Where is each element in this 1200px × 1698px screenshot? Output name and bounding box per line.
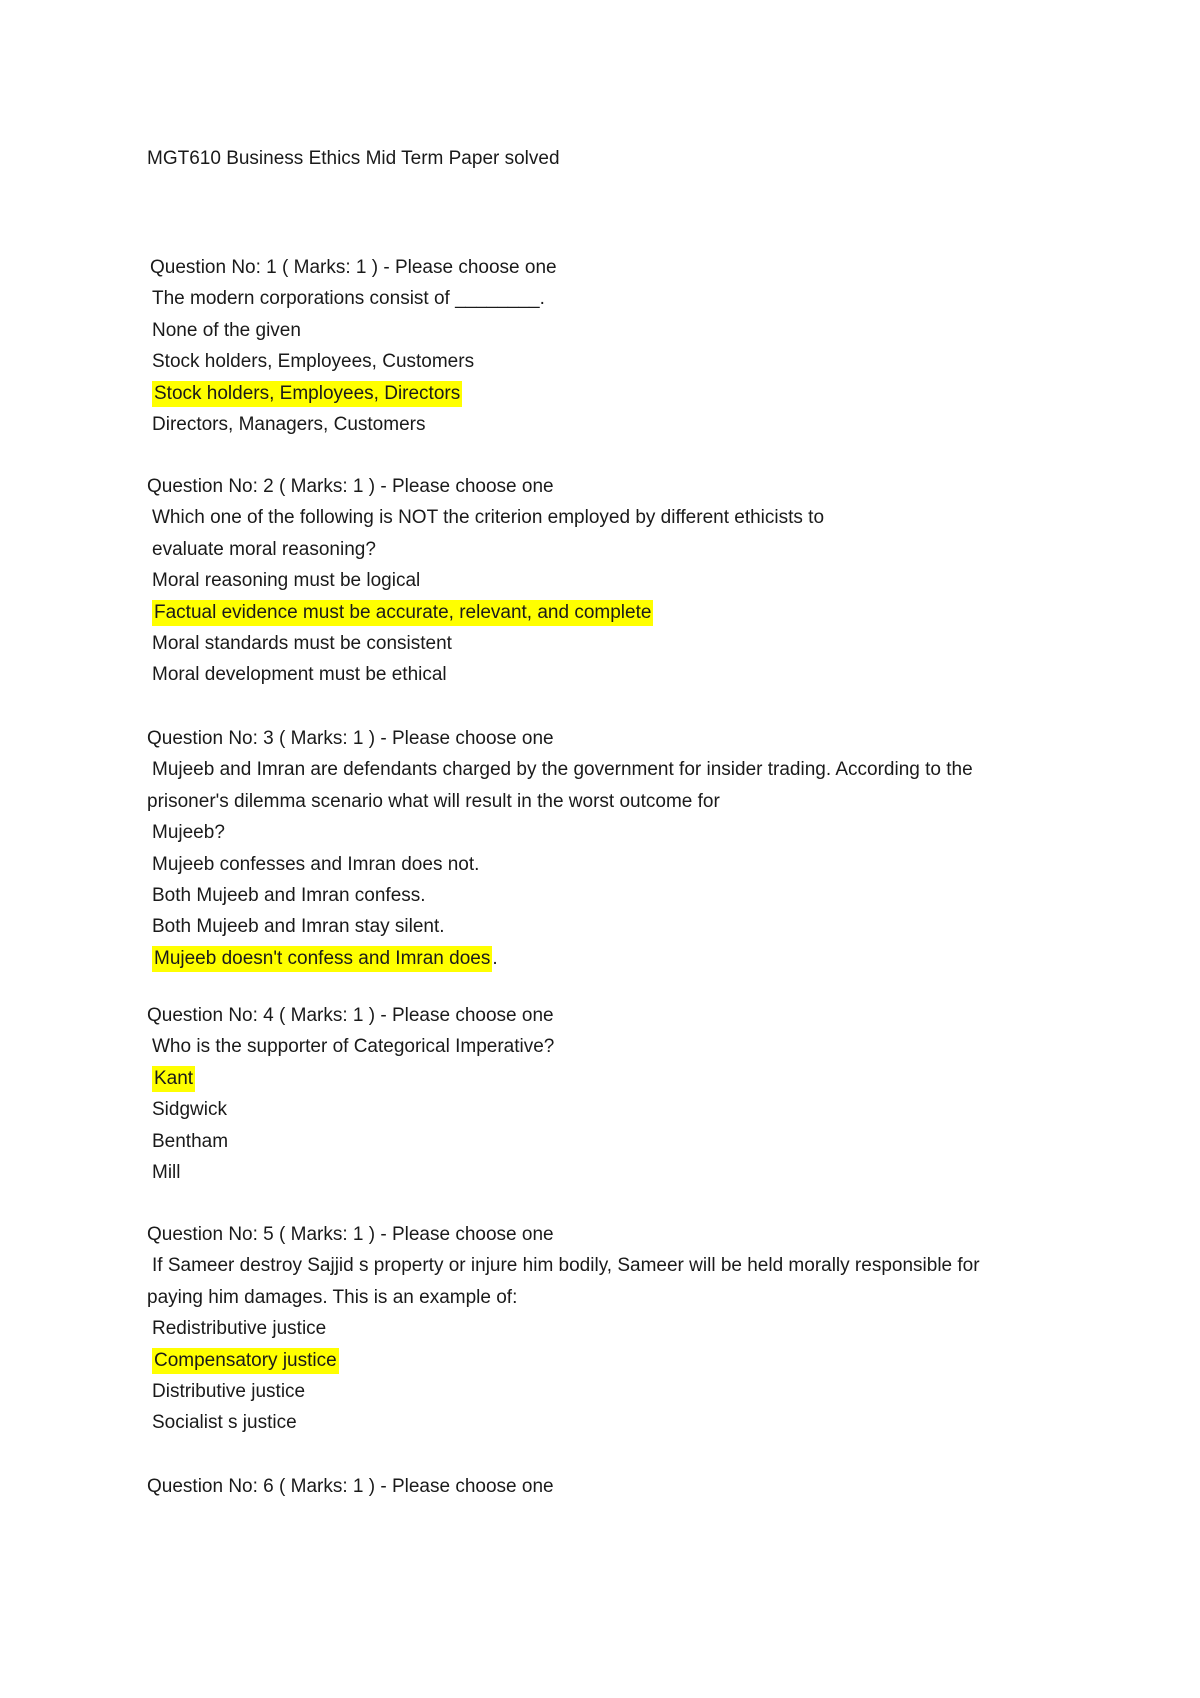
- option-text: Mill: [152, 1162, 181, 1183]
- option-text: Moral development must be ethical: [152, 664, 447, 685]
- question-text: Which one of the following is NOT the criterion employed by different ethicists to: [152, 507, 825, 528]
- option-text: Compensatory justice: [152, 1348, 339, 1374]
- answer-option: [152, 1161, 181, 1185]
- answer-option: [152, 853, 479, 877]
- answer-option: [152, 1380, 305, 1404]
- answer-option-correct: [152, 1067, 195, 1091]
- question-header: Question No: 4 ( Marks: 1 ) - Please choose one: [147, 1005, 554, 1026]
- question-text: If Sameer destroy Sajjid s property or injure him bodily, Sameer will be held morally responsible for: [152, 1255, 980, 1276]
- answer-option: [152, 319, 301, 343]
- answer-option: [152, 350, 474, 374]
- answer-option: [152, 632, 452, 656]
- question-text: Who is the supporter of Categorical Imperative?: [152, 1036, 555, 1057]
- question-text: Mujeeb?: [152, 822, 225, 843]
- question-header: Question No: 5 ( Marks: 1 ) - Please choose one: [147, 1224, 554, 1245]
- answer-option: [152, 1411, 297, 1435]
- option-text: Factual evidence must be accurate, relevant, and complete: [152, 600, 653, 626]
- question-text: The modern corporations consist of ________.: [152, 288, 545, 309]
- answer-option: [152, 1130, 228, 1154]
- option-text: Mujeeb doesn't confess and Imran does: [152, 946, 492, 972]
- option-text: Moral reasoning must be logical: [152, 570, 421, 591]
- question-header: Question No: 6 ( Marks: 1 ) - Please choose one: [147, 1476, 554, 1497]
- question-header: Question No: 2 ( Marks: 1 ) - Please choose one: [147, 476, 554, 497]
- answer-option: [152, 884, 426, 908]
- answer-option-correct: [152, 382, 462, 406]
- option-text: Mujeeb confesses and Imran does not.: [152, 854, 480, 875]
- answer-option: [152, 663, 447, 687]
- option-text: Redistributive justice: [152, 1318, 327, 1339]
- answer-option-correct: [152, 1349, 339, 1373]
- answer-option: [152, 915, 445, 939]
- option-text: Kant: [152, 1066, 195, 1092]
- question-text: prisoner's dilemma scenario what will result in the worst outcome for: [147, 791, 720, 812]
- option-text: Distributive justice: [152, 1381, 306, 1402]
- option-text: Bentham: [152, 1131, 229, 1152]
- answer-option: [152, 569, 420, 593]
- option-text: None of the given: [152, 320, 301, 341]
- option-text: Moral standards must be consistent: [152, 633, 452, 654]
- question-header: Question No: 3 ( Marks: 1 ) - Please choose one: [147, 728, 554, 749]
- question-text: evaluate moral reasoning?: [152, 539, 376, 560]
- question-header: Question No: 1 ( Marks: 1 ) - Please choose one: [150, 257, 557, 278]
- option-text: Socialist s justice: [152, 1412, 297, 1433]
- document-title: MGT610 Business Ethics Mid Term Paper solved: [147, 148, 560, 169]
- option-text: Both Mujeeb and Imran confess.: [152, 885, 426, 906]
- question-text: Mujeeb and Imran are defendants charged by the government for insider trading. According to the: [152, 759, 973, 780]
- answer-option-correct: [152, 601, 653, 625]
- option-text: Sidgwick: [152, 1099, 227, 1120]
- option-text: Both Mujeeb and Imran stay silent.: [152, 916, 445, 937]
- option-text: Stock holders, Employees, Customers: [152, 351, 475, 372]
- answer-option: [152, 1098, 227, 1122]
- answer-option: [152, 413, 425, 437]
- answer-option: [152, 1317, 326, 1341]
- question-text: paying him damages. This is an example of:: [147, 1287, 518, 1308]
- option-suffix: .: [492, 948, 498, 969]
- answer-option-correct: [152, 947, 498, 971]
- option-text: Stock holders, Employees, Directors: [152, 381, 462, 407]
- option-text: Directors, Managers, Customers: [152, 414, 426, 435]
